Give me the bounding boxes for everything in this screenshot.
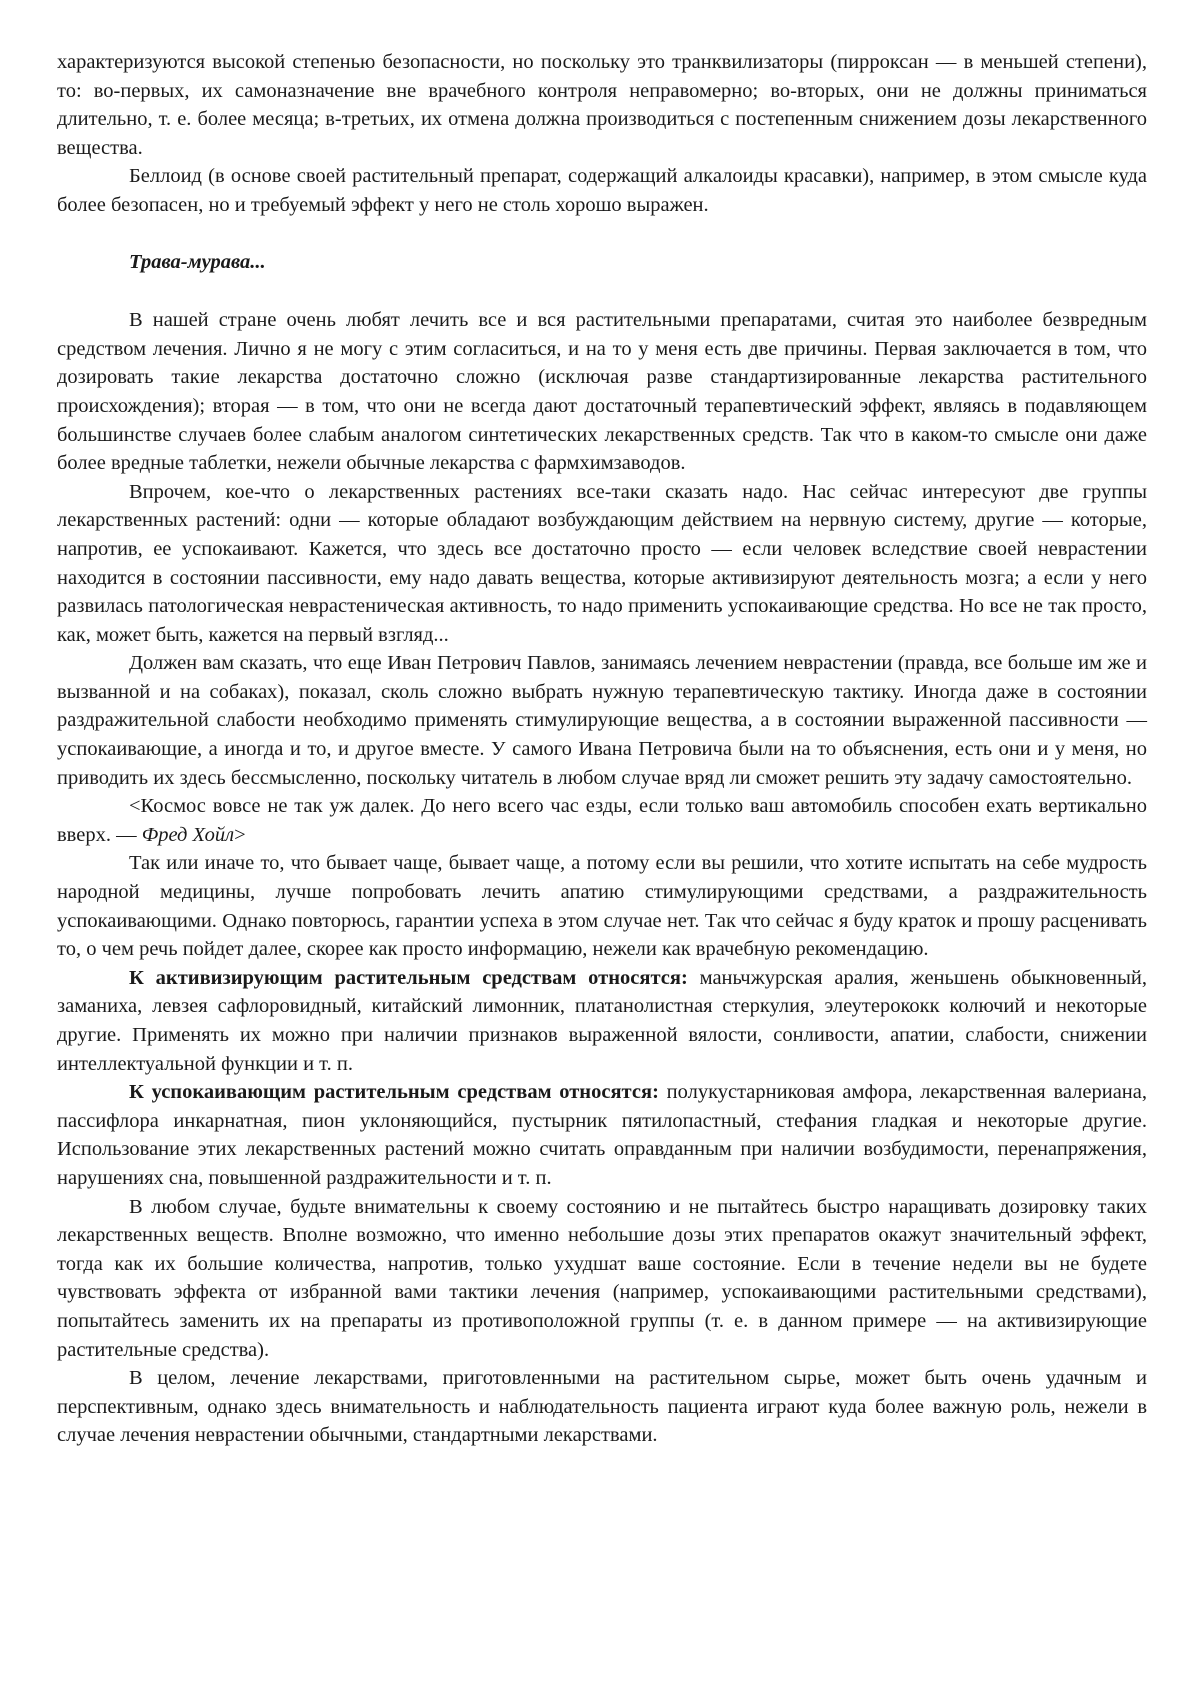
quote-paragraph <box>57 792 1147 849</box>
paragraph-conclusion: В целом, лечение лекарствами, приготовленными на растительном сырье, может быть очень удачным и перспективным, однако здесь внимательность и наблюдательность пациента играют куда более важную роль, нежели в случае лечения неврастении обычными, стандартными лекарствами. <box>57 1367 1147 1447</box>
paragraph-folk: Так или иначе то, что бывает чаще, бывает чаще, а потому если вы решили, что хотите испытать на себе мудрость народной медицины, лучше попробовать лечить апатию стимулирующими средствами, а раздражительность успокаивающими. Однако повторюсь, гарантии успеха в этом случае нет. Так что сейчас я буду краток и прошу расценивать то, о чем речь пойдет далее, скорее как просто информацию, нежели как врачебную рекомендацию. <box>57 852 1147 961</box>
quote-author: Фред Хойл <box>141 823 235 846</box>
calming-label: К успокаивающим растительным средствам относятся: <box>129 1081 659 1104</box>
activating-label: К активизирующим растительным средствам относятся: <box>129 966 688 989</box>
paragraph-activating <box>57 964 1147 1078</box>
paragraph-calming <box>57 1078 1147 1192</box>
document-page <box>57 48 1147 1450</box>
calming-text: полукустарниковая амфора, лекарственная валериана, пассифлора инкарнатная, пион уклоняющийся, пустырник пятилопастный, стефания гладкая и некоторые другие. Использование этих лекарственных растений можно считать оправданным при наличии возбудимости, перенапряжения, нарушениях сна, повышенной раздражительности и т. п. <box>57 1081 1147 1189</box>
paragraph-herbs-1: В нашей стране очень любят лечить все и вся растительными препаратами, считая это наиболее безвредным средством лечения. Лично я не могу с этим согласиться, и на то у меня есть две причины. Первая заключается в том, что дозировать такие лекарства достаточно сложно (исключая разве стандартизированные лекарства растительного происхождения); вторая — в том, что они не всегда дают достаточный терапевтический эффект, являясь в подавляющем большинстве случаев более слабым аналогом синтетических лекарственных средств. Так что в каком-то смысле они даже более вредные таблетки, нежели обычные лекарства с фармхимзаводов. <box>57 309 1147 475</box>
quote-text: <Космос вовсе не так уж далек. До него всего час езды, если только ваш автомобиль способен ехать вертикально вверх. — <box>57 795 1147 846</box>
section-heading: Трава-мурава... <box>129 250 266 273</box>
paragraph-belloid: Беллоид (в основе своей растительный препарат, содержащий алкалоиды красавки), например, в этом смысле куда более безопасен, но и требуемый эффект у него не столь хорошо выражен. <box>57 165 1147 216</box>
quote-close: > <box>234 823 246 846</box>
activating-text: маньчжурская аралия, женьшень обыкновенный, заманиха, левзея сафлоровидный, китайский лимонник, платанолистная стеркулия, элеутерококк колючий и некоторые другие. Применять их можно при наличии признаков выраженной вялости, сонливости, апатии, слабости, снижении интеллектуальной функции и т. п. <box>57 966 1147 1075</box>
paragraph-intro: характеризуются высокой степенью безопасности, но поскольку это транквилизаторы (пирроксан — в меньшей степени), то: во-первых, их самоназначение вне врачебного контроля неправомерно; во-вторых, они не должны приниматься длительно, т. е. более месяца; в-третьих, их отмена должна производиться с постепенным снижением дозы лекарственного вещества. <box>57 51 1147 159</box>
paragraph-careful: В любом случае, будьте внимательны к своему состоянию и не пытайтесь быстро наращивать дозировку таких лекарственных веществ. Вполне возможно, что именно небольшие дозы этих препаратов окажут значительный эффект, тогда как их большие количества, напротив, только ухудшат ваше состояние. Если в течение недели вы не будете чувствовать эффекта от избранной вами тактики лечения (например, успокаивающими растительными средствами), попытайтесь заменить их на препараты из противоположной группы (т. е. в данном примере — на активизирующие растительные средства). <box>57 1195 1147 1361</box>
paragraph-herbs-2: Впрочем, кое-что о лекарственных растениях все-таки сказать надо. Нас сейчас интересуют две группы лекарственных растений: одни — которые обладают возбуждающим действием на нервную систему, другие — которые, напротив, ее успокаивают. Кажется, что здесь все достаточно просто — если человек вследствие своей неврастении находится в состоянии пассивности, ему надо давать вещества, которые активизируют деятельность мозга; а если у него развилась патологическая неврастеническая активность, то надо применить успокаивающие средства. Но все не так просто, как, может быть, кажется на первый взгляд... <box>57 480 1147 646</box>
paragraph-pavlov: Должен вам сказать, что еще Иван Петрович Павлов, занимаясь лечением неврастении (правда, все больше им же и вызванной и на собаках), показал, сколь сложно выбрать нужную терапевтическую тактику. Иногда даже в состоянии раздражительной слабости необходимо применять стимулирующие вещества, а в состоянии выраженной пассивности — успокаивающие, а иногда и то, и другое вместе. У самого Ивана Петровича были на то объяснения, есть они и у меня, но приводить их здесь бессмысленно, поскольку читатель в любом случае вряд ли сможет решить эту задачу самостоятельно. <box>57 652 1147 789</box>
